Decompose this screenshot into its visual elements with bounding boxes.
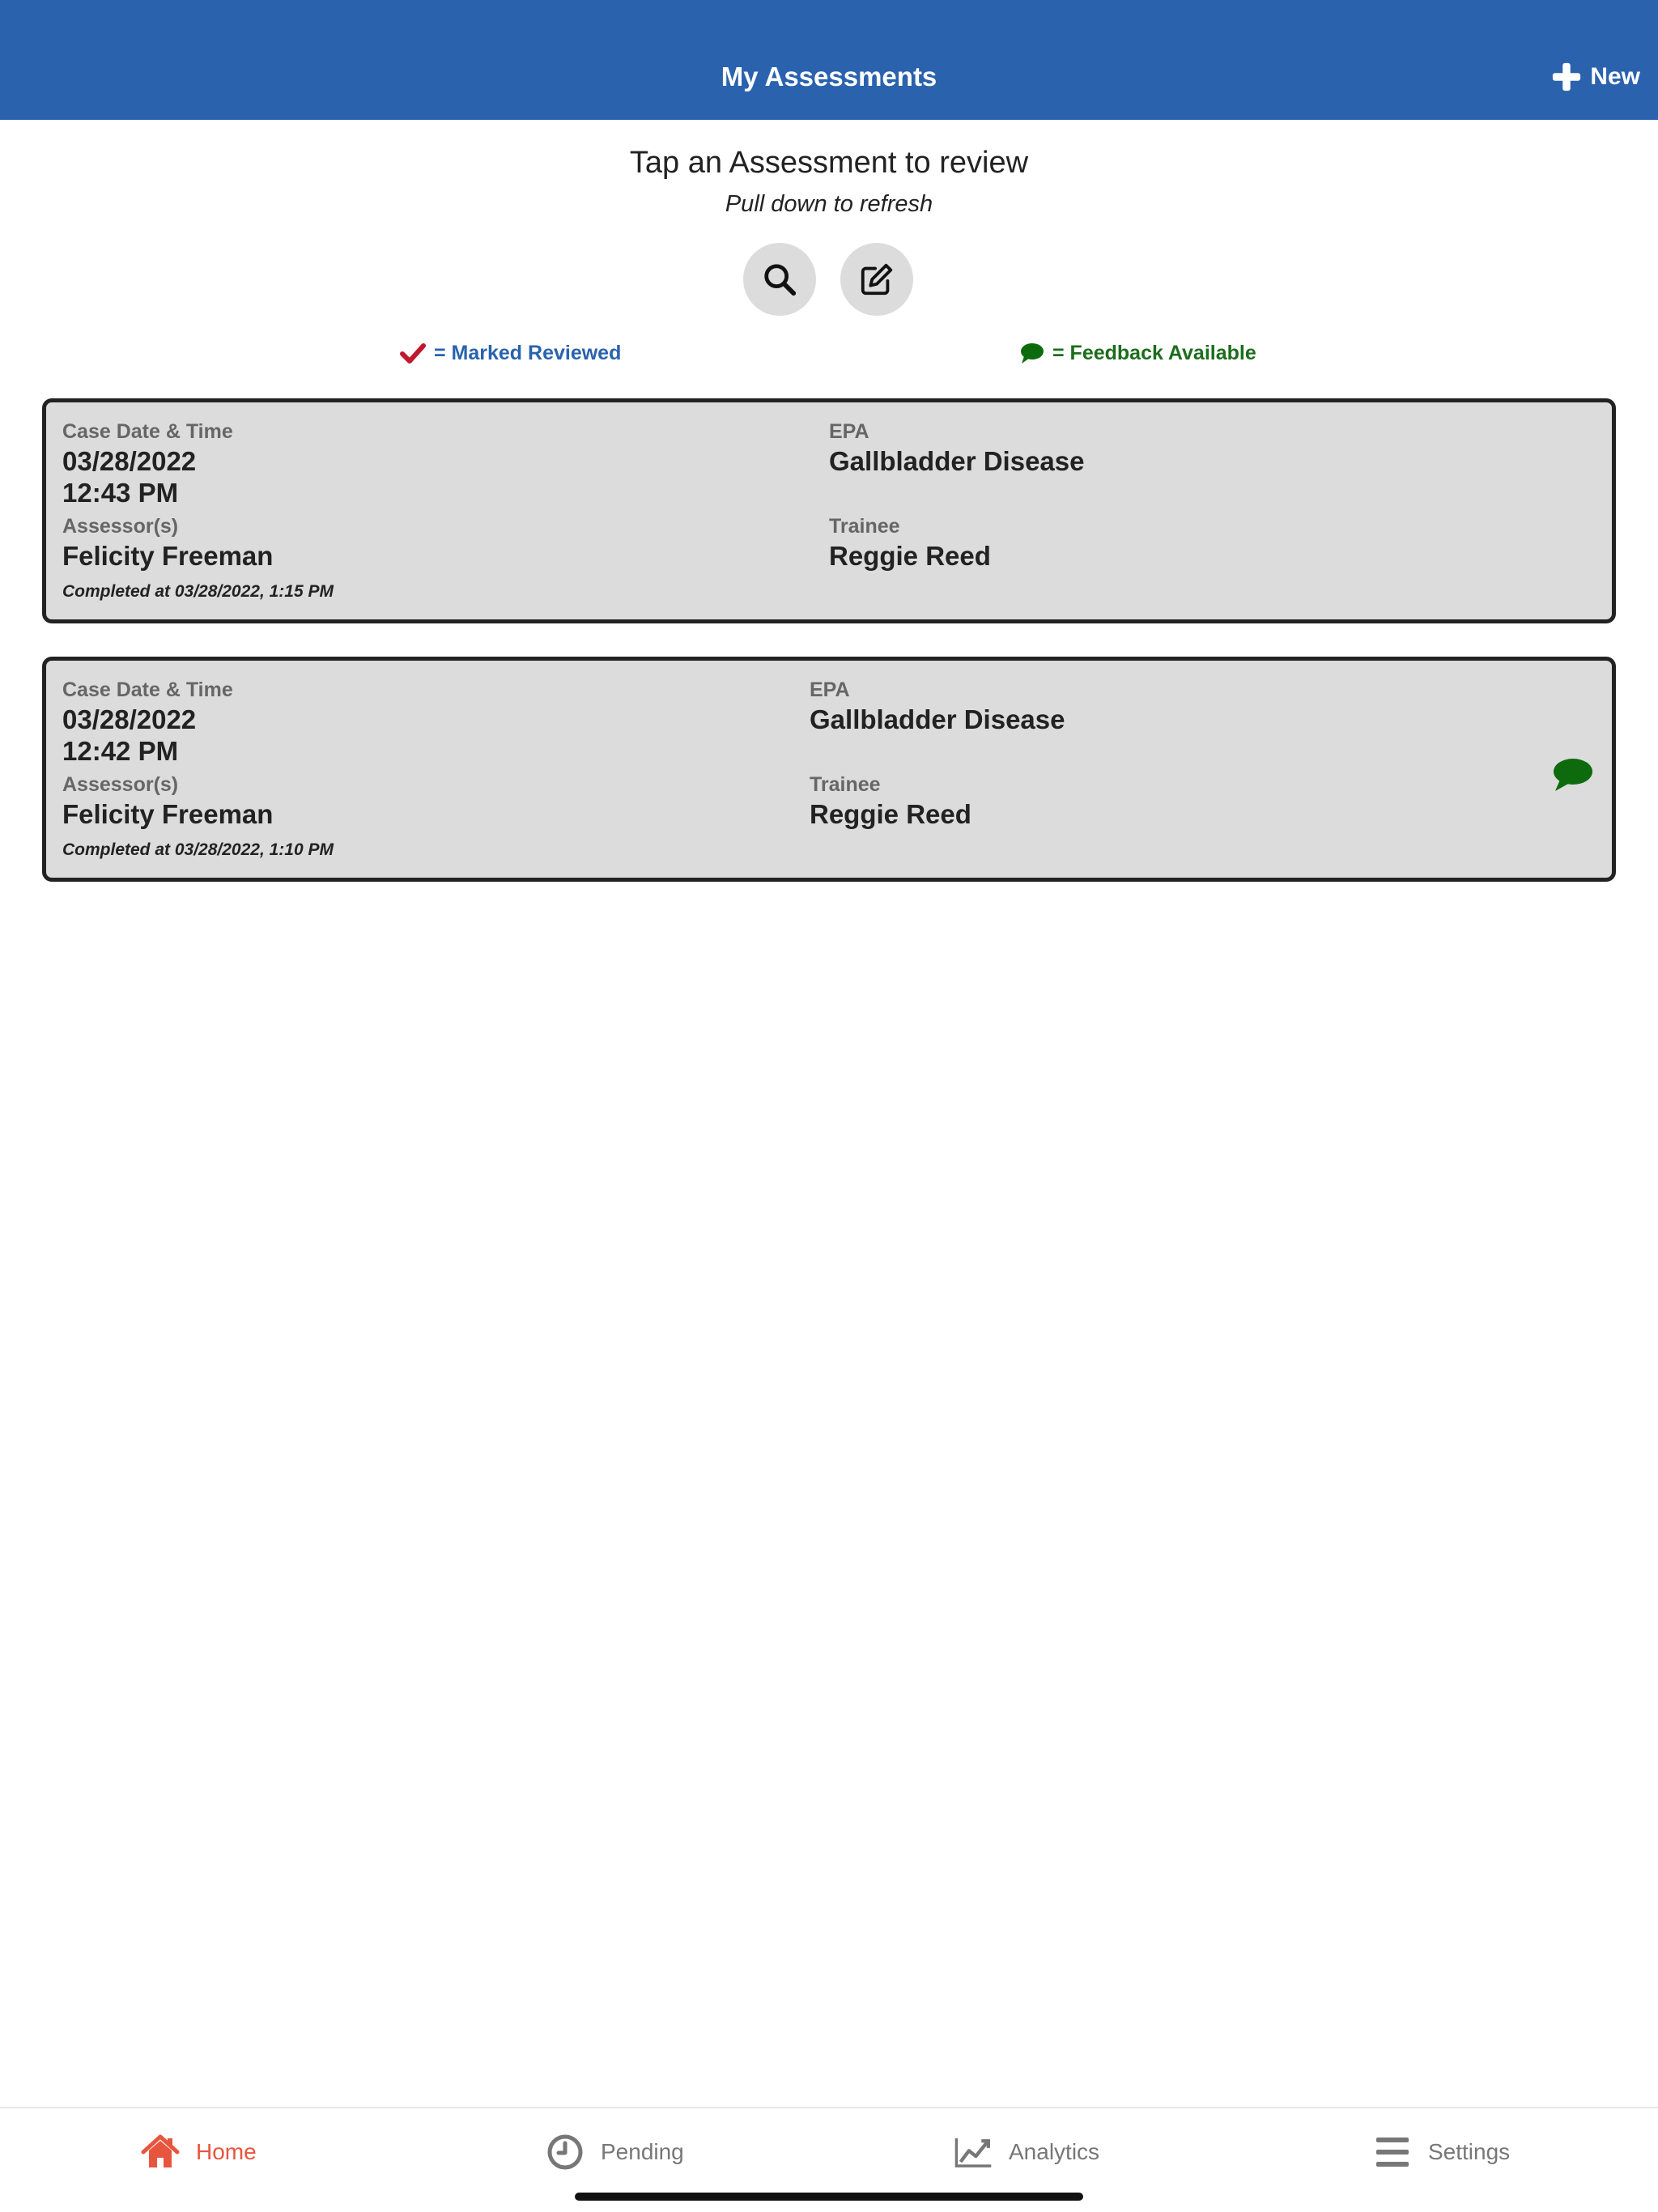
legend-feedback xyxy=(1018,340,1256,366)
trainee-name: Reggie Reed xyxy=(810,799,971,829)
home-icon xyxy=(141,2133,180,2172)
case-date: 03/28/2022 xyxy=(62,446,197,476)
new-button-label: New xyxy=(1590,63,1640,90)
tab-home-label: Home xyxy=(196,2139,257,2164)
tab-home[interactable] xyxy=(141,2133,257,2172)
instruction-title: Tap an Assessment to review xyxy=(629,146,1029,180)
completed-timestamp: Completed at 03/28/2022, 1:15 PM xyxy=(62,582,334,601)
case-date-label: Case Date & Time xyxy=(62,678,233,701)
case-date-label: Case Date & Time xyxy=(62,420,233,443)
legend-reviewed xyxy=(400,340,621,366)
trainee-name: Reggie Reed xyxy=(829,541,991,571)
plus-icon xyxy=(1551,62,1582,92)
clock-icon xyxy=(546,2133,585,2172)
chart-icon xyxy=(954,2133,993,2172)
case-time: 12:43 PM xyxy=(62,478,179,508)
nav-header xyxy=(0,0,1658,120)
epa-label: EPA xyxy=(829,420,869,443)
trainee-label: Trainee xyxy=(810,773,881,796)
tab-analytics[interactable] xyxy=(954,2133,1099,2172)
case-date: 03/28/2022 xyxy=(62,704,197,734)
tab-settings[interactable] xyxy=(1373,2133,1510,2172)
search-icon xyxy=(761,261,798,298)
case-time: 12:42 PM xyxy=(62,736,179,766)
feedback-available-icon xyxy=(1549,755,1594,794)
refresh-hint: Pull down to refresh xyxy=(725,191,933,217)
search-button[interactable] xyxy=(743,243,816,316)
tab-settings-label: Settings xyxy=(1428,2139,1511,2164)
completed-timestamp: Completed at 03/28/2022, 1:10 PM xyxy=(62,840,334,859)
assessment-card[interactable] xyxy=(42,398,1616,623)
assessor-name: Felicity Freeman xyxy=(62,799,274,829)
tab-pending-label: Pending xyxy=(601,2139,684,2164)
edit-icon xyxy=(858,261,895,298)
epa-label: EPA xyxy=(810,678,850,701)
assessor-label: Assessor(s) xyxy=(62,515,179,538)
trainee-label: Trainee xyxy=(829,515,900,538)
checkmark-icon xyxy=(400,340,426,366)
assessor-label: Assessor(s) xyxy=(62,773,179,796)
tab-pending[interactable] xyxy=(546,2133,684,2172)
page-title: My Assessments xyxy=(721,62,937,91)
comment-icon xyxy=(1018,340,1044,366)
assessment-card[interactable] xyxy=(42,657,1616,882)
edit-button[interactable] xyxy=(840,243,913,316)
legend-reviewed-label: = Marked Reviewed xyxy=(434,341,622,364)
assessor-name: Felicity Freeman xyxy=(62,541,274,571)
home-indicator[interactable] xyxy=(575,2193,1083,2201)
legend-feedback-label: = Feedback Available xyxy=(1052,341,1256,364)
menu-icon xyxy=(1373,2133,1412,2172)
tab-analytics-label: Analytics xyxy=(1009,2139,1100,2164)
epa-value: Gallbladder Disease xyxy=(810,704,1065,734)
epa-value: Gallbladder Disease xyxy=(829,446,1085,476)
new-assessment-button[interactable] xyxy=(1551,62,1640,92)
